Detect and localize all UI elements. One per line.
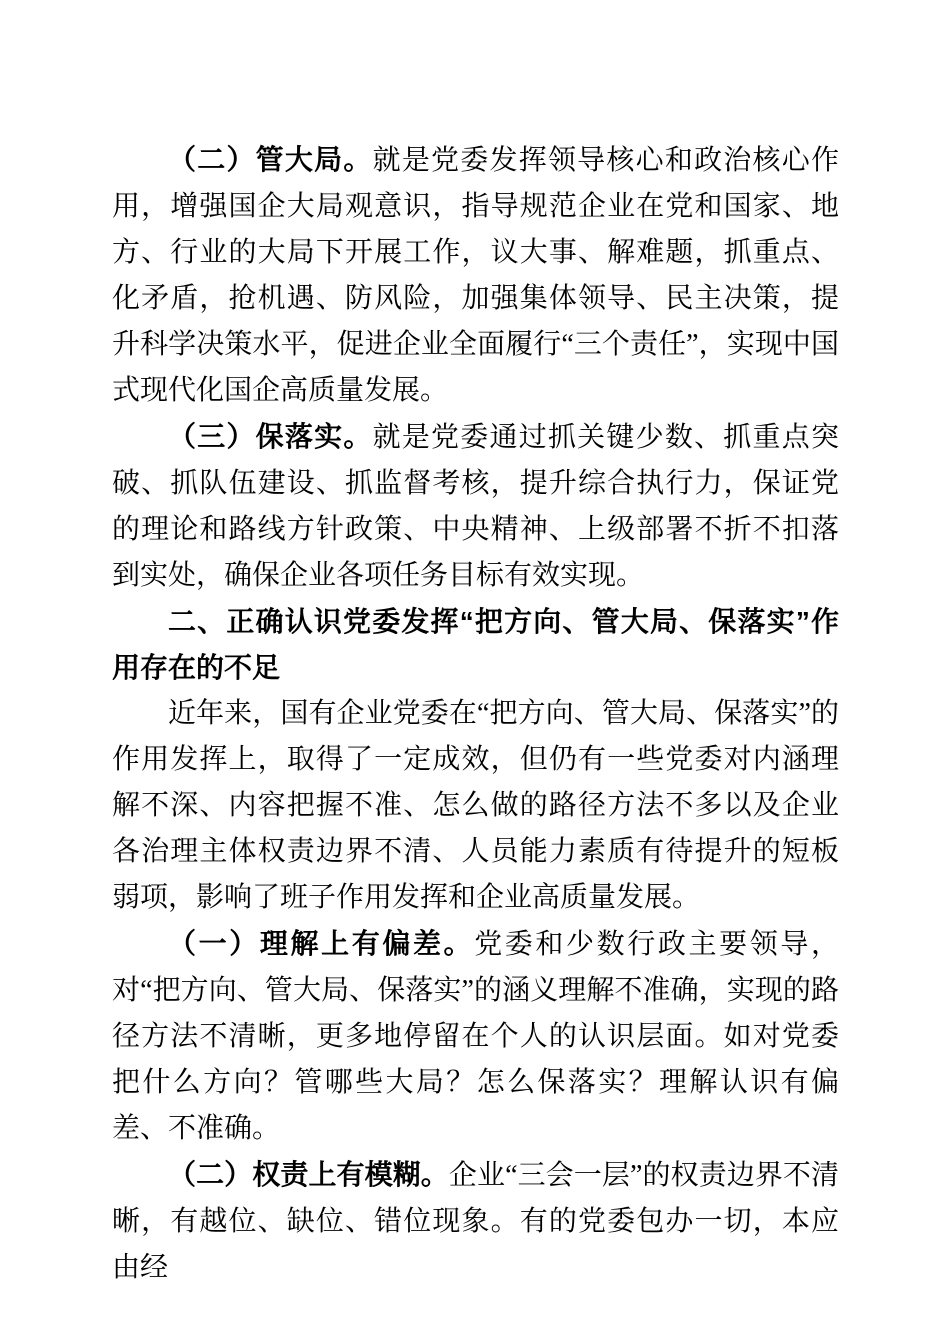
section-heading-text: 二、正确认识党委发挥“把方向、管大局、保落实”作用存在的不足 (112, 606, 839, 683)
paragraph-lead: （三）保落实。 (168, 421, 373, 452)
section-heading (112, 599, 839, 691)
paragraph-lijie-piancha (112, 921, 839, 1152)
paragraph-text: 企业“三会一层”的权责边界不清晰，有越位、缺位、错位现象。有的党委包办一切，本应由经 (112, 1160, 839, 1283)
paragraph-overview (112, 691, 839, 921)
paragraph-quanze-mohu (112, 1152, 839, 1291)
paragraph-bao-luoshi (112, 414, 839, 599)
paragraph-lead: （二）权责上有模糊。 (168, 1159, 449, 1190)
paragraph-text: 近年来，国有企业党委在“把方向、管大局、保落实”的作用发挥上，取得了一定成效，但仍有一些党委对内涵理解不深、内容把握不准、怎么做的路径方法不多以及企业各治理主体权责边界不清、人员能力素质有待提升的短板弱项，影响了班子作用发挥和企业高质量发展。 (112, 698, 839, 913)
paragraph-text: 党委和少数行政主要领导，对“把方向、管大局、保落实”的涵义理解不准确，实现的路径方法不清晰，更多地停留在个人的认识层面。如对党委把什么方向？管哪些大局？怎么保落实？理解认识有偏差、不准确。 (112, 929, 839, 1144)
paragraph-lead: （二）管大局。 (168, 144, 373, 175)
paragraph-guan-daju (112, 137, 839, 414)
paragraph-text: 就是党委发挥领导核心和政治核心作用，增强国企大局观意识，指导规范企业在党和国家、地方、行业的大局下开展工作，议大事、解难题，抓重点、化矛盾，抢机遇、防风险，加强集体领导、民主决策，提升科学决策水平，促进企业全面履行“三个责任”，实现中国式现代化国企高质量发展。 (112, 145, 839, 406)
paragraph-text: 就是党委通过抓关键少数、抓重点突破、抓队伍建设、抓监督考核，提升综合执行力，保证党的理论和路线方针政策、中央精神、上级部署不折不扣落到实处，确保企业各项任务目标有效实现。 (112, 422, 839, 591)
paragraph-lead: （一）理解上有偏差。 (168, 928, 475, 959)
